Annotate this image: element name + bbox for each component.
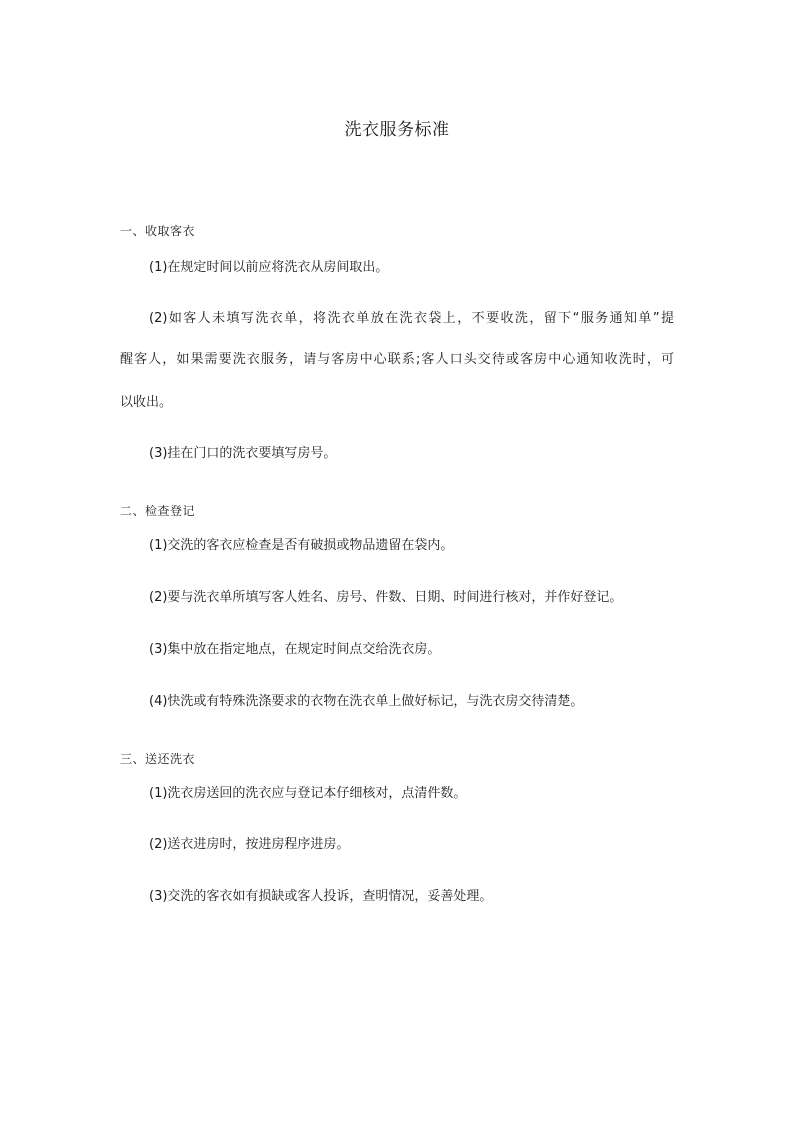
section-1-item-3: (3)挂在门口的洗衣要填写房号。: [149, 446, 337, 461]
section-2-item-1: (1)交洗的客衣应检查是否有破损或物品遗留在袋内。: [149, 538, 454, 553]
section-heading-2: 二、检查登记: [120, 504, 196, 518]
section-2-item-4: (4)快洗或有特殊洗涤要求的衣物在洗衣单上做好标记，与洗衣房交待清楚。: [149, 694, 584, 709]
section-1-item-2-line-1: (2)如客人未填写洗衣单，将洗衣单放在洗衣袋上，不要收洗，留下“服务通知单”提: [149, 311, 674, 326]
section-1-item-1: (1)在规定时间以前应将洗衣从房间取出。: [149, 260, 389, 275]
section-1-item-2-line-3: 以收出。: [120, 395, 173, 410]
section-3-item-3: (3)交洗的客衣如有损缺或客人投诉，查明情况，妥善处理。: [149, 889, 493, 904]
section-3-item-2: (2)送衣进房时，按进房程序进房。: [149, 837, 350, 852]
document-title: 洗衣服务标准: [344, 120, 450, 140]
section-2-item-2: (2)要与洗衣单所填写客人姓名、房号、件数、日期、时间进行核对，并作好登记。: [149, 590, 623, 605]
section-heading-1: 一、收取客衣: [120, 224, 196, 238]
section-1-item-2-line-2: 醒客人，如果需要洗衣服务，请与客房中心联系;客人口头交待或客房中心通知收洗时，可: [120, 352, 674, 367]
section-heading-3: 三、送还洗衣: [120, 752, 196, 766]
section-2-item-3: (3)集中放在指定地点，在规定时间点交给洗衣房。: [149, 642, 441, 657]
section-3-item-1: (1)洗衣房送回的洗衣应与登记本仔细核对，点清件数。: [149, 786, 467, 801]
